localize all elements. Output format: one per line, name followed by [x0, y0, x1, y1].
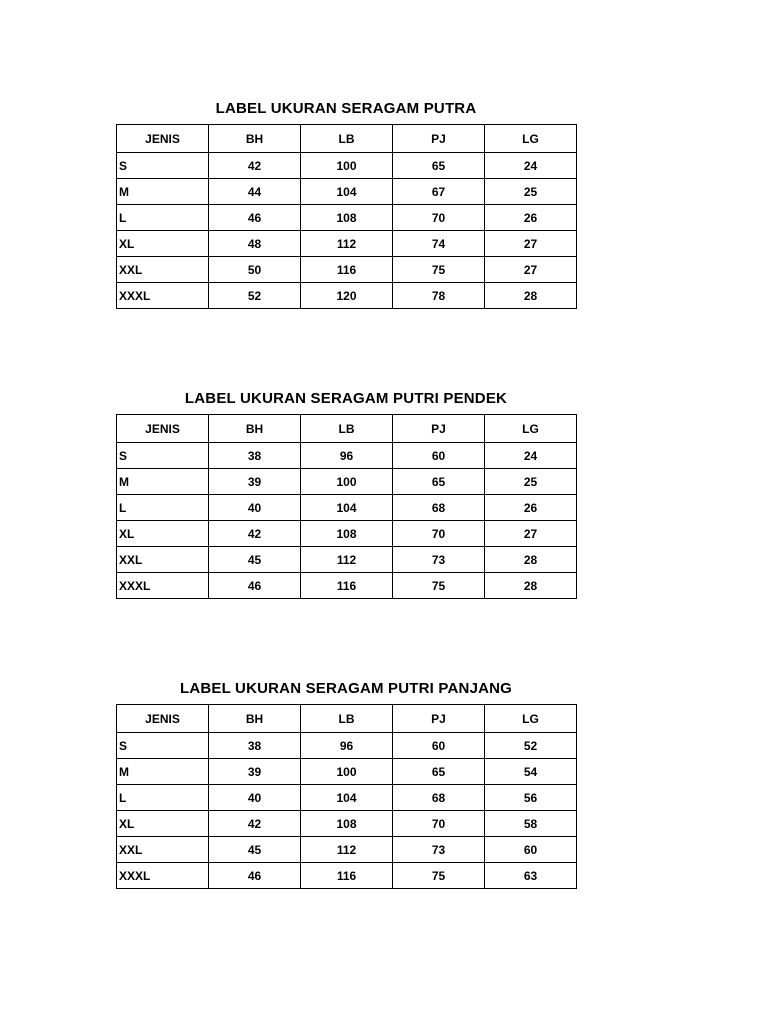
measurement-cell: 48: [209, 231, 301, 257]
column-header: LB: [301, 705, 393, 733]
measurement-cell: 42: [209, 153, 301, 179]
measurement-cell: 100: [301, 469, 393, 495]
measurement-cell: 60: [485, 837, 577, 863]
size-cell: L: [117, 785, 209, 811]
size-cell: L: [117, 205, 209, 231]
measurement-cell: 73: [393, 547, 485, 573]
table-body: [117, 443, 577, 599]
measurement-cell: 28: [485, 573, 577, 599]
measurement-cell: 27: [485, 257, 577, 283]
measurement-cell: 65: [393, 153, 485, 179]
size-section-putra: [116, 98, 576, 309]
table-row: [117, 153, 577, 179]
measurement-cell: 27: [485, 231, 577, 257]
column-header: LB: [301, 125, 393, 153]
measurement-cell: 38: [209, 733, 301, 759]
table-header-row: [117, 125, 577, 153]
measurement-cell: 96: [301, 443, 393, 469]
measurement-cell: 104: [301, 495, 393, 521]
measurement-cell: 45: [209, 837, 301, 863]
size-cell: XXXL: [117, 573, 209, 599]
table-header-row: [117, 705, 577, 733]
measurement-cell: 65: [393, 469, 485, 495]
measurement-cell: 112: [301, 231, 393, 257]
column-header: JENIS: [117, 705, 209, 733]
column-header: LG: [485, 415, 577, 443]
size-cell: XXL: [117, 837, 209, 863]
measurement-cell: 42: [209, 811, 301, 837]
measurement-cell: 27: [485, 521, 577, 547]
measurement-cell: 75: [393, 863, 485, 889]
column-header: LB: [301, 415, 393, 443]
column-header: JENIS: [117, 415, 209, 443]
table-header: [117, 415, 577, 443]
size-table: [116, 414, 577, 599]
column-header: PJ: [393, 125, 485, 153]
table-row: [117, 179, 577, 205]
section-title: LABEL UKURAN SERAGAM PUTRI PENDEK: [184, 390, 508, 407]
size-cell: M: [117, 759, 209, 785]
table-body: [117, 153, 577, 309]
measurement-cell: 42: [209, 521, 301, 547]
column-header: BH: [209, 415, 301, 443]
measurement-cell: 45: [209, 547, 301, 573]
measurement-cell: 58: [485, 811, 577, 837]
measurement-cell: 100: [301, 153, 393, 179]
table-row: [117, 863, 577, 889]
measurement-cell: 120: [301, 283, 393, 309]
size-cell: XL: [117, 521, 209, 547]
measurement-cell: 39: [209, 469, 301, 495]
table-row: [117, 257, 577, 283]
measurement-cell: 26: [485, 205, 577, 231]
measurement-cell: 75: [393, 257, 485, 283]
measurement-cell: 116: [301, 863, 393, 889]
measurement-cell: 100: [301, 759, 393, 785]
measurement-cell: 75: [393, 573, 485, 599]
measurement-cell: 63: [485, 863, 577, 889]
column-header: BH: [209, 125, 301, 153]
size-cell: M: [117, 469, 209, 495]
measurement-cell: 112: [301, 547, 393, 573]
table-row: [117, 495, 577, 521]
measurement-cell: 25: [485, 179, 577, 205]
measurement-cell: 67: [393, 179, 485, 205]
measurement-cell: 73: [393, 837, 485, 863]
measurement-cell: 74: [393, 231, 485, 257]
table-row: [117, 443, 577, 469]
measurement-cell: 104: [301, 179, 393, 205]
table-row: [117, 521, 577, 547]
measurement-cell: 46: [209, 205, 301, 231]
size-cell: XXXL: [117, 863, 209, 889]
table-header: [117, 705, 577, 733]
column-header: PJ: [393, 415, 485, 443]
size-section-putri-pendek: [116, 388, 576, 599]
measurement-cell: 28: [485, 283, 577, 309]
table-row: [117, 837, 577, 863]
measurement-cell: 112: [301, 837, 393, 863]
size-cell: XL: [117, 811, 209, 837]
size-cell: XXL: [117, 257, 209, 283]
table-row: [117, 283, 577, 309]
measurement-cell: 50: [209, 257, 301, 283]
measurement-cell: 26: [485, 495, 577, 521]
measurement-cell: 108: [301, 521, 393, 547]
measurement-cell: 68: [393, 495, 485, 521]
table-row: [117, 811, 577, 837]
measurement-cell: 70: [393, 811, 485, 837]
measurement-cell: 25: [485, 469, 577, 495]
table-row: [117, 469, 577, 495]
size-cell: S: [117, 153, 209, 179]
table-row: [117, 231, 577, 257]
table-row: [117, 759, 577, 785]
table-row: [117, 733, 577, 759]
measurement-cell: 52: [485, 733, 577, 759]
measurement-cell: 46: [209, 863, 301, 889]
table-body: [117, 733, 577, 889]
measurement-cell: 24: [485, 443, 577, 469]
size-section-putri-panjang: [116, 678, 576, 889]
measurement-cell: 24: [485, 153, 577, 179]
table-row: [117, 547, 577, 573]
measurement-cell: 46: [209, 573, 301, 599]
size-cell: XXXL: [117, 283, 209, 309]
measurement-cell: 116: [301, 257, 393, 283]
measurement-cell: 68: [393, 785, 485, 811]
measurement-cell: 65: [393, 759, 485, 785]
size-table: [116, 124, 577, 309]
size-table: [116, 704, 577, 889]
measurement-cell: 60: [393, 733, 485, 759]
measurement-cell: 60: [393, 443, 485, 469]
table-header-row: [117, 415, 577, 443]
measurement-cell: 40: [209, 785, 301, 811]
measurement-cell: 104: [301, 785, 393, 811]
measurement-cell: 70: [393, 205, 485, 231]
table-row: [117, 573, 577, 599]
size-cell: L: [117, 495, 209, 521]
section-title: LABEL UKURAN SERAGAM PUTRA: [215, 100, 477, 117]
column-header: BH: [209, 705, 301, 733]
measurement-cell: 52: [209, 283, 301, 309]
section-title: LABEL UKURAN SERAGAM PUTRI PANJANG: [179, 680, 513, 697]
measurement-cell: 39: [209, 759, 301, 785]
measurement-cell: 56: [485, 785, 577, 811]
table-header: [117, 125, 577, 153]
measurement-cell: 70: [393, 521, 485, 547]
size-cell: S: [117, 733, 209, 759]
measurement-cell: 38: [209, 443, 301, 469]
size-cell: M: [117, 179, 209, 205]
measurement-cell: 96: [301, 733, 393, 759]
column-header: JENIS: [117, 125, 209, 153]
measurement-cell: 116: [301, 573, 393, 599]
size-cell: XL: [117, 231, 209, 257]
size-cell: S: [117, 443, 209, 469]
column-header: PJ: [393, 705, 485, 733]
table-row: [117, 785, 577, 811]
column-header: LG: [485, 125, 577, 153]
measurement-cell: 54: [485, 759, 577, 785]
column-header: LG: [485, 705, 577, 733]
measurement-cell: 44: [209, 179, 301, 205]
measurement-cell: 108: [301, 205, 393, 231]
measurement-cell: 78: [393, 283, 485, 309]
table-row: [117, 205, 577, 231]
measurement-cell: 40: [209, 495, 301, 521]
measurement-cell: 108: [301, 811, 393, 837]
measurement-cell: 28: [485, 547, 577, 573]
size-cell: XXL: [117, 547, 209, 573]
